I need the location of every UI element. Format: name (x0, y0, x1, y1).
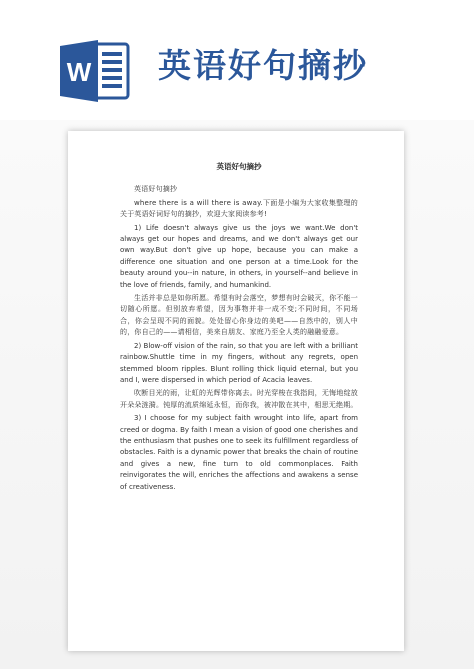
banner-title: 英语好句摘抄 (158, 46, 368, 85)
document-title: 英语好句摘抄 (216, 162, 262, 171)
header-banner (0, 0, 474, 120)
paragraph-zh-1: 生活并非总是如你所愿。希望有时会落空，梦想有时会破灭，你不能一切随心所愿。但别放弃希望，因为事物并非一成不变;不同时间，不同场合，你会呈现不同的面貌。处处留心你身边的美吧——自然中的，别人中的，你自己的——请相信，美来自朋友、家庭乃至全人类的融融爱意。 (120, 294, 358, 337)
paragraph-zh-2: 吹断目光的雨，让虹的光辉带你离去。时光穿梭在我指间，无悔地绽放开朵朵涟漪。钝厚的流质绵延永恒，而你我，被冲散在其中，相思无绝期。 (120, 389, 358, 409)
paragraph-intro: where there is a will there is away.下面是小编为大家收集整理的关于英语好词好句的摘抄，欢迎大家阅读参考! (120, 198, 358, 219)
paragraph-heading: 英语好句摘抄 (134, 185, 178, 194)
document-page (68, 131, 404, 651)
paragraph-en-2: 2) Blow-off vision of the rain, so that you are left with a brilliant rainbow.Shuttle time in my fingers, without any regrets, open stemmed bloom ripples. Blunt rolling thick liquid eternal, but you and I, were dispersed in which period of Acacia leaves. (120, 341, 358, 384)
word-app-icon (58, 38, 132, 104)
word-logo-letter: W (66, 57, 92, 87)
paragraph-en-3: 3) I choose for my subject faith wrought into life, apart from creed or dogma. By faith I mean a vision of good one cherishes and the enthusiasm that pushes one to seek its fulfillment regardless of obstacles. Faith is a dynamic power that breaks the chain of routine and gives a new, fine turn to old commonplaces. Faith reinvigorates the will, enriches the affections and awakens a sense of creativeness. (120, 414, 358, 491)
paragraph-en-1: 1) Life doesn't always give us the joys we want.We don't always get our hopes and dreams, and we don't always get our own way.But don't give up hope, because you can make a difference one situation and one person at a time.Look for the beauty around you--in nature, in others, in yourself--and believe in the love of friends, family, and humankind. (120, 223, 358, 289)
document-body (120, 161, 358, 495)
